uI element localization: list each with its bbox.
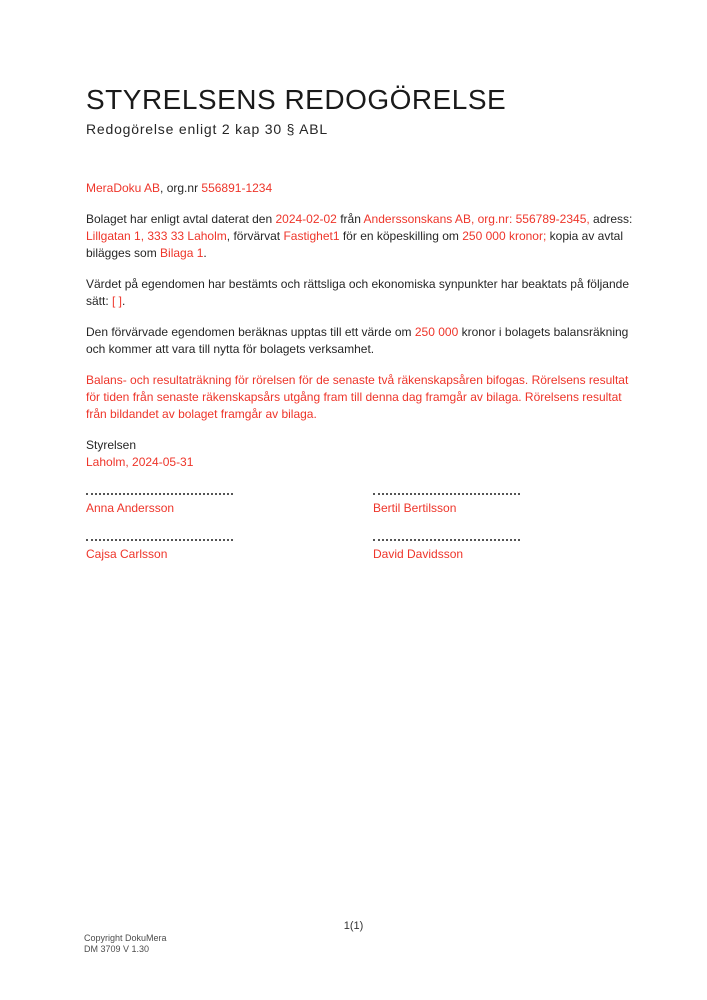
closing-place-date: Laholm, 2024-05-31 xyxy=(86,455,194,469)
signatory-name: Cajsa Carlsson xyxy=(86,547,168,561)
signatory-name: Anna Andersson xyxy=(86,501,175,515)
paragraph-attachments: Balans- och resultaträkning för rörelsen för de senaste två räkenskapsåren bifogas. Rörelsens resultat för tiden från senaste räkenskapsårs utgång fram till denna dag framgår av bilaga. Rörelsens resultat från bildandet av bolaget framgår av bilaga. xyxy=(86,373,629,421)
copyright-block xyxy=(84,933,167,955)
signature-slot-1 xyxy=(86,493,246,517)
signature-dotted-line xyxy=(373,539,520,541)
page-title: STYRELSENS REDOGÖRELSE xyxy=(86,84,507,115)
signatory-name: David Davidsson xyxy=(373,547,464,561)
closing-signoff: Styrelsen xyxy=(86,438,137,452)
page-number: 1(1) xyxy=(343,920,364,932)
signature-dotted-line xyxy=(86,539,233,541)
signature-slot-2 xyxy=(373,493,533,517)
signature-slot-3 xyxy=(86,539,246,563)
paragraph-valuation-method: Värdet på egendomen har bestämts och rättsliga och ekonomiska synpunkter har beaktats på följande sätt: [ ]. xyxy=(86,277,629,308)
copyright-line1: Copyright DokuMera xyxy=(84,933,167,943)
page-subtitle: Redogörelse enligt 2 kap 30 § ABL xyxy=(86,121,328,137)
copyright-line2: DM 3709 V 1.30 xyxy=(84,944,150,954)
paragraph-acquisition: Bolaget har enligt avtal daterat den 2024-02-02 från Anderssonskans AB, org.nr: 556789-2345, adress: Lillgatan 1, 333 33 Laholm, förvärvat Fastighet1 för en köpeskilling om 250 000 kronor; kopia av avtal bilägges som Bilaga 1. xyxy=(86,212,633,260)
paragraph-book-value: Den förvärvade egendomen beräknas upptas till ett värde om 250 000 kronor i bolagets balansräkning och kommer att vara till nytta för bolagets verksamhet. xyxy=(86,325,629,356)
closing-block xyxy=(86,437,642,471)
signature-slot-4 xyxy=(373,539,533,563)
signature-section xyxy=(86,493,642,563)
signature-dotted-line xyxy=(373,493,520,495)
company-line: MeraDoku AB, org.nr 556891-1234 xyxy=(86,181,273,195)
document-content xyxy=(86,0,642,563)
signatory-name: Bertil Bertilsson xyxy=(373,501,457,515)
signature-dotted-line xyxy=(86,493,233,495)
